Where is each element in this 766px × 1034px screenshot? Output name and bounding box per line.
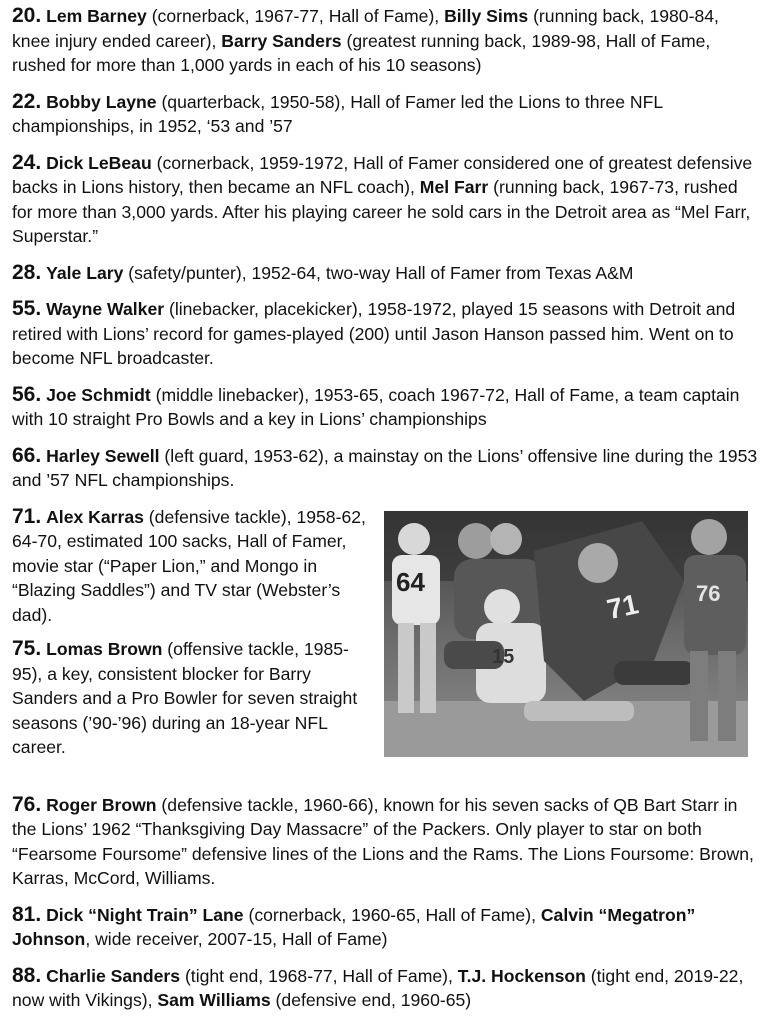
player-name: Billy Sims [444,6,529,26]
jersey-number-15: 15 [492,645,515,668]
entries-list-bottom [12,793,760,1013]
player-name: Joe Schmidt [46,384,151,405]
player-entry [12,90,760,139]
player-entry [12,383,760,432]
jersey-number: 75. [12,637,42,660]
jersey-number: 24. [12,150,42,174]
player-entry [12,964,760,1013]
player-name: Harley Sewell [46,445,160,466]
player-name: Dick “Night Train” Lane [46,904,244,925]
player-description: (defensive tackle, 1960-66), known for his seven sacks of QB Bart Starr in the Lions’ 1962 “Thanksgiving Day Massacre” of the Packers. Only player to star on both “Fearsome Foursome” defensive lines of the Lions and the Rams. The Lions Foursome: Brown, Karras, McCord, Williams. [12,794,754,888]
jersey-number: 71. [12,504,42,528]
player-entry [12,261,760,286]
player-name: Roger Brown [46,794,157,815]
player-name: Alex Karras [46,506,144,527]
player-name: Calvin “Megatron” Johnson [12,904,696,949]
player-description: (greatest running back, 1989-98, Hall of Fame, rushed for more than 1,000 yards in each of his 10 seasons) [12,30,711,75]
photo-section [12,505,760,781]
player-entry [12,151,760,249]
jersey-number: 55. [12,297,42,320]
player-name: Wayne Walker [46,299,165,319]
player-description: (safety/punter), 1952-64, two-way Hall of Famer from Texas A&M [123,262,634,283]
jersey-number: 81. [12,902,42,926]
player-description: (running back, 1980-84, knee injury ended career), [12,6,719,51]
player-description: (left guard, 1953-62), a mainstay on the Lions’ offensive line during the 1953 and ’57 NFL championships. [12,445,758,490]
player-name: Sam Williams [157,990,271,1010]
player-description: (defensive end, 1960-65) [270,990,472,1010]
player-entry [12,444,760,493]
player-entry [12,4,760,78]
player-name: Yale Lary [46,262,124,283]
entries-list-top [12,4,760,493]
player-description: (cornerback, 1960-65, Hall of Fame), [243,904,541,925]
player-name: Charlie Sanders [46,965,181,986]
player-name: Dick LeBeau [46,152,152,173]
player-entry [12,793,760,891]
jersey-number-64: 64 [396,566,425,597]
jersey-number: 20. [12,4,42,27]
player-entry [12,903,760,952]
player-description: (offensive tackle, 1985-95), a key, consistent blocker for Barry Sanders and a Pro Bowler for seven straight seasons (’90-’96) during an 18-year NFL career. [12,639,358,757]
player-name: Bobby Layne [46,91,157,112]
player-description: (quarterback, 1950-58), Hall of Famer led the Lions to three NFL championships, in 1952, ‘53 and ’57 [12,91,663,136]
player-name: Barry Sanders [221,30,342,51]
jersey-number-76: 76 [696,580,721,606]
player-entry [12,637,374,760]
jersey-number: 56. [12,382,42,406]
player-entry [12,297,760,371]
jersey-number: 28. [12,260,42,284]
jersey-number: 76. [12,792,42,816]
player-description: (cornerback, 1959-1972, Hall of Famer considered one of greatest defensive backs in Lions history, then became an NFL coach), [12,152,753,197]
jersey-number: 88. [12,963,42,987]
player-description: (middle linebacker), 1953-65, coach 1967-72, Hall of Fame, a team captain with 10 straight Pro Bowls and a key in Lions’ championships [12,384,740,429]
player-description: (tight end, 2019-22, now with Vikings), [12,965,744,1010]
player-description: (linebacker, placekicker), 1958-1972, played 15 seasons with Detroit and retired with Lions’ record for games-played (200) until Jason Hanson passed him. Went on to become NFL broadcaster. [12,299,736,368]
player-description: (defensive tackle), 1958-62, 64-70, estimated 100 sacks, Hall of Famer, movie star (“Paper Lion,” and Mongo in “Blazing Saddles”) and TV star (Webster’s dad). [12,506,366,625]
football-action-photo [384,511,748,757]
player-description: (cornerback, 1967-77, Hall of Fame), [146,6,445,26]
entries-list-beside-photo [12,505,374,770]
player-description: (running back, 1967-73, rushed for more than 3,000 yards. After his playing career he sold cars in the Detroit area as “Mel Farr, Superstar.” [12,177,751,246]
player-name: T.J. Hockenson [457,965,586,986]
player-description: , wide receiver, 2007-15, Hall of Fame) [85,929,388,949]
player-description: (tight end, 1968-77, Hall of Fame), [180,965,458,986]
player-name: Lem Barney [46,6,147,26]
player-entry [12,505,374,628]
jersey-number: 22. [12,89,42,113]
player-name: Lomas Brown [46,639,163,659]
jersey-number-71: 71 [604,587,642,625]
jersey-number: 66. [12,443,42,467]
player-name: Mel Farr [419,177,489,197]
document-page [12,4,760,1025]
